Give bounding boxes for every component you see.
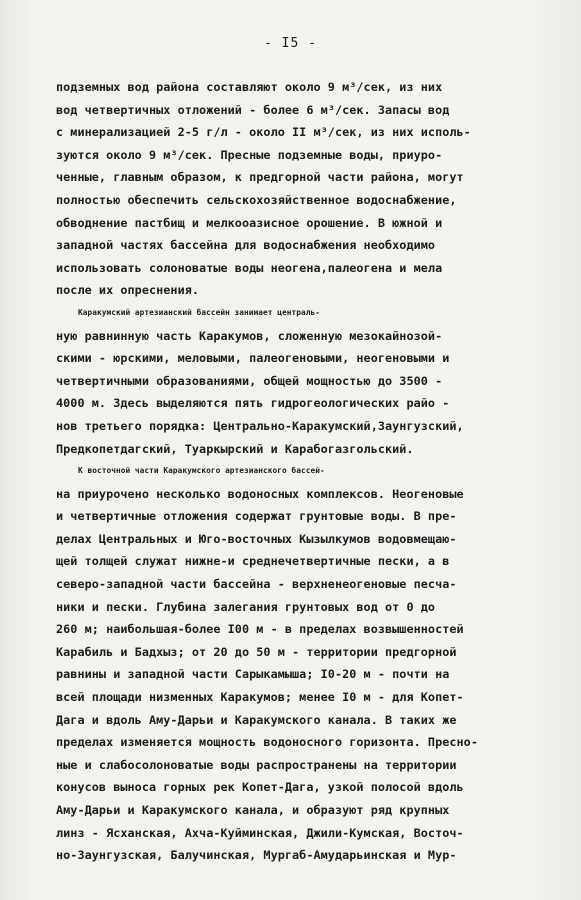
text-line: щей толщей служат нижне-и среднечетвертичные пески, а в <box>56 554 450 569</box>
text-line: нов третьего порядка: Центрально-Каракумский,Заунгузский, <box>56 418 464 433</box>
text-line: скими - юрскими, меловыми, палеогеновыми, неогеновыми и <box>56 351 450 366</box>
text-line: ники и пески. Глубина залегания грунтовых вод от 0 до <box>56 599 436 614</box>
text-line: с минерализацией 2-5 г/л - около II м³/сек, из них исполь- <box>56 125 471 140</box>
text-line: делах Центральных и Юго-восточных Кызылкумов водовмещаю- <box>56 531 457 546</box>
text-line: ченные, главным образом, к предгорной части района, могут <box>56 170 464 185</box>
text-line: использовать солоноватые воды неогена,палеогена и мела <box>56 260 443 275</box>
text-line: конусов выноса горных рек Копет-Дага, узкой полосой вдоль <box>56 780 464 795</box>
text-line: после их опреснения. <box>56 283 200 298</box>
body-text <box>56 76 526 867</box>
text-line: 260 м; наибольшая-более I00 м - в пределах возвышенностей <box>56 622 464 637</box>
text-line: подземных вод района составляют около 9 м³/сек, из них <box>56 80 443 94</box>
text-line: равнины и западной части Сарыкамыша; I0-20 м - почти на <box>56 667 450 682</box>
text-line: вод четвертичных отложений - более 6 м³/сек. Запасы вод <box>56 102 450 117</box>
text-line: зуются около 9 м³/сек. Пресные подземные воды, приуро- <box>56 147 443 162</box>
text-line: пределах изменяется мощность водоносного горизонта. Пресно- <box>56 735 478 750</box>
text-line: но-Заунгузская, Балучинская, Мургаб-Амударьинская и Мур- <box>56 848 457 863</box>
text-line: обводнение пастбищ и мелкооазисное орошение. В южной и <box>56 215 443 230</box>
text-line: Аму-Дарьи и Каракумского канала, и образуют ряд крупных <box>56 803 450 817</box>
text-line: линз - Ясханская, Ахча-Куйминская, Джили-Кумская, Восточ- <box>56 825 464 840</box>
text-line: К восточной части Каракумского артезианского бассей- <box>78 466 325 476</box>
text-line: всей площади низменных Каракумов; менее I0 м - для Копет- <box>56 690 464 705</box>
text-line: Карабиль и Бадхыз; от 20 до 50 м - территории предгорной <box>56 644 457 659</box>
text-line: на приурочено несколько водоносных комплексов. Неогеновые <box>56 486 464 501</box>
text-line: и четвертичные отложения содержат грунтовые воды. В пре- <box>56 509 457 524</box>
text-line: Предкопетдагский, Туаркырский и Карабогазгольский. <box>56 441 414 456</box>
text-line: ные и слабосолоноватые воды распространены на территории <box>56 757 457 772</box>
text-line: Каракумский артезианский бассейн занимает централь- <box>78 307 320 317</box>
text-line: полностью обеспечить сельскохозяйственное водоснабжение, <box>56 192 457 207</box>
text-line: четвертичными образованиями, общей мощностью до 3500 - <box>56 373 443 388</box>
text-line: ную равнинную часть Каракумов, сложенную мезокайнозой- <box>56 328 443 343</box>
text-line: 4000 м. Здесь выделяются пять гидрогеологических райо - <box>56 396 450 411</box>
text-line: западной частях бассейна для водоснабжения необходимо <box>56 238 436 253</box>
text-line: Дага и вдоль Аму-Дарьи и Каракумского канала. В таких же <box>56 712 457 727</box>
text-line: северо-западной части бассейна - верхненеогеновые песча- <box>56 577 457 592</box>
page-number: - I5 - <box>264 36 317 51</box>
